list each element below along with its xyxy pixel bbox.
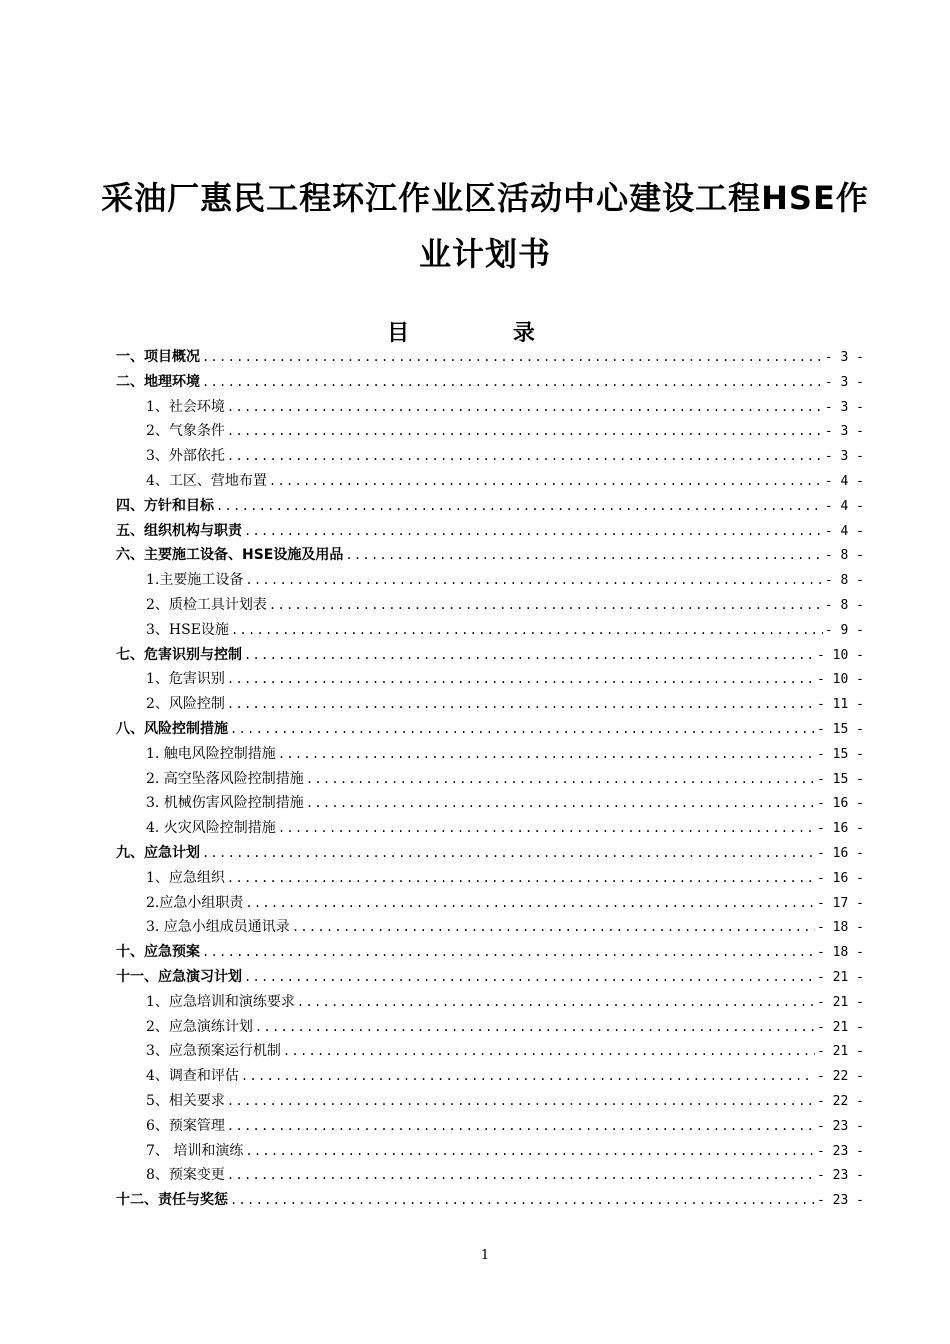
toc-entry-label: 八、风险控制措施 (116, 720, 228, 737)
toc-entry-label: 五、组织机构与职责 (116, 522, 242, 539)
toc-entry[interactable] (116, 1114, 864, 1139)
toc-entry-page: - 16 - (817, 796, 864, 812)
toc-entry-label: 5、相关要求 (146, 1092, 225, 1109)
toc-entry-page: - 3 - (824, 399, 864, 415)
toc-dot-leader (227, 1163, 815, 1188)
toc-entry-page: - 11 - (817, 697, 864, 713)
toc-dot-leader (306, 767, 815, 792)
toc-entry-page: - 15 - (817, 746, 864, 762)
toc-dot-leader (230, 1188, 815, 1213)
toc-entry[interactable] (116, 469, 864, 494)
toc-entry[interactable] (116, 742, 864, 767)
toc-entry-label: 1、危害识别 (146, 671, 225, 688)
toc-entry-label: 1、应急培训和演练要求 (146, 993, 295, 1010)
toc-dot-leader (292, 915, 815, 940)
toc-entry-label: 4、工区、营地布置 (146, 472, 267, 489)
toc-entry-label: 1、应急组织 (146, 869, 225, 886)
toc-entry[interactable] (116, 791, 864, 816)
toc-entry-label: 十、应急预案 (116, 944, 200, 961)
toc-entry-label: 六、主要施工设备、HSE设施及用品 (116, 547, 344, 564)
toc-entry[interactable] (116, 494, 864, 519)
toc-entry-page: - 18 - (817, 945, 864, 961)
toc-entry-page: - 3 - (824, 350, 864, 365)
toc-dot-leader (278, 742, 815, 767)
toc-entry-label: 3、HSE设施 (146, 621, 229, 638)
toc-entry[interactable] (116, 618, 864, 643)
toc-heading: 目 录 (387, 321, 583, 346)
toc-dot-leader (269, 469, 823, 494)
toc-dot-leader (255, 1015, 815, 1040)
toc-dot-leader (202, 940, 815, 965)
toc-dot-leader (216, 494, 823, 519)
toc-entry-page: - 16 - (817, 845, 864, 861)
toc-dot-leader (227, 395, 823, 420)
toc-entry-label: 7、 培训和演练 (146, 1142, 244, 1159)
toc-entry[interactable] (116, 1139, 864, 1164)
toc-entry-page: - 16 - (817, 870, 864, 886)
toc-entry[interactable] (116, 419, 864, 444)
toc-entry-page: - 17 - (817, 895, 864, 911)
toc-entry[interactable] (116, 1039, 864, 1064)
toc-entry-label: 1、社会环境 (146, 398, 225, 415)
toc-entry-label: 8、预案变更 (146, 1167, 225, 1184)
toc-dot-leader (227, 866, 815, 891)
toc-entry-page: - 23 - (817, 1118, 864, 1134)
toc-entry[interactable] (116, 667, 864, 692)
toc-entry-label: 四、方针和目标 (116, 497, 214, 514)
table-of-contents (116, 345, 864, 1213)
toc-entry[interactable] (116, 444, 864, 469)
toc-entry[interactable] (116, 767, 864, 792)
toc-entry[interactable] (116, 1163, 864, 1188)
toc-entry[interactable] (116, 568, 864, 593)
toc-entry-label: 七、危害识别与控制 (116, 646, 242, 663)
toc-entry-label: 6、预案管理 (146, 1117, 225, 1134)
toc-entry-page: - 21 - (817, 969, 864, 985)
toc-entry[interactable] (116, 643, 864, 668)
toc-entry-label: 4、调查和评估 (146, 1068, 239, 1085)
toc-dot-leader (202, 841, 815, 866)
toc-entry-label: 十一、应急演习计划 (116, 968, 242, 985)
toc-dot-leader (202, 370, 823, 395)
toc-entry[interactable] (116, 891, 864, 916)
toc-entry-page: - 22 - (817, 1069, 864, 1085)
toc-entry[interactable] (116, 395, 864, 420)
page-number: 1 (480, 1248, 490, 1263)
toc-entry[interactable] (116, 1015, 864, 1040)
toc-entry-label: 2、气象条件 (146, 423, 225, 440)
toc-entry-label: 一、项目概况 (116, 349, 200, 365)
toc-entry-page: - 4 - (824, 473, 864, 489)
toc-dot-leader (245, 891, 815, 916)
toc-entry-page: - 21 - (817, 1044, 864, 1060)
toc-entry-page: - 8 - (824, 573, 864, 589)
toc-entry-label: 九、应急计划 (116, 844, 200, 861)
toc-entry[interactable] (116, 990, 864, 1015)
toc-entry-label: 3、应急预案运行机制 (146, 1043, 281, 1060)
toc-entry-page: - 16 - (817, 821, 864, 837)
toc-entry[interactable] (116, 543, 864, 568)
toc-dot-leader (345, 543, 822, 568)
toc-entry-page: - 22 - (817, 1093, 864, 1109)
toc-entry-page: - 23 - (817, 1193, 864, 1209)
toc-entry[interactable] (116, 1188, 864, 1213)
toc-entry-label: 二、地理环境 (116, 373, 200, 390)
toc-entry-page: - 10 - (817, 647, 864, 663)
toc-dot-leader (245, 1139, 815, 1164)
toc-dot-leader (241, 1064, 815, 1089)
toc-entry-label: 3. 机械伤害风险控制措施 (146, 795, 304, 812)
toc-dot-leader (245, 568, 823, 593)
toc-entry-page: - 8 - (824, 548, 864, 564)
toc-entry-page: - 9 - (824, 622, 864, 638)
toc-dot-leader (231, 618, 823, 643)
toc-dot-leader (278, 816, 815, 841)
toc-entry-page: - 21 - (817, 1019, 864, 1035)
toc-dot-leader (297, 990, 815, 1015)
toc-dot-leader (283, 1039, 815, 1064)
toc-dot-leader (227, 667, 815, 692)
toc-entry[interactable] (116, 1064, 864, 1089)
toc-entry[interactable] (116, 593, 864, 618)
toc-dot-leader (227, 1114, 815, 1139)
toc-entry[interactable] (116, 915, 864, 940)
toc-entry-page: - 10 - (817, 672, 864, 688)
toc-entry[interactable] (116, 866, 864, 891)
toc-dot-leader (244, 965, 815, 990)
toc-entry-page: - 21 - (817, 994, 864, 1010)
toc-entry[interactable] (116, 816, 864, 841)
toc-entry[interactable] (116, 370, 864, 395)
toc-entry[interactable] (116, 841, 864, 866)
toc-entry-label: 十二、责任与奖惩 (116, 1192, 228, 1209)
toc-dot-leader (227, 1089, 815, 1114)
toc-entry-label: 1. 触电风险控制措施 (146, 745, 276, 762)
toc-dot-leader (202, 345, 823, 370)
toc-dot-leader (227, 419, 823, 444)
toc-entry-label: 1.主要施工设备 (146, 572, 244, 589)
toc-dot-leader (230, 717, 815, 742)
toc-entry-page: - 15 - (817, 721, 864, 737)
toc-entry-page: - 8 - (824, 597, 864, 613)
toc-entry[interactable] (116, 940, 864, 965)
toc-entry-page: - 23 - (817, 1168, 864, 1184)
toc-dot-leader (269, 593, 823, 618)
toc-entry[interactable] (116, 345, 864, 370)
toc-entry-label: 3、外部依托 (146, 448, 225, 465)
toc-entry-page: - 4 - (824, 523, 864, 539)
toc-entry[interactable] (116, 519, 864, 544)
toc-entry-page: - 3 - (824, 449, 864, 465)
toc-dot-leader (227, 444, 823, 469)
toc-entry-page: - 18 - (817, 920, 864, 936)
toc-entry-page: - 15 - (817, 771, 864, 787)
toc-entry[interactable] (116, 717, 864, 742)
toc-dot-leader (244, 519, 823, 544)
toc-entry-label: 2、质检工具计划表 (146, 596, 267, 613)
toc-entry-page: - 23 - (817, 1143, 864, 1159)
toc-entry-page: - 3 - (824, 424, 864, 440)
toc-entry[interactable] (116, 1089, 864, 1114)
toc-dot-leader (244, 643, 815, 668)
toc-entry-page: - 3 - (824, 374, 864, 390)
toc-dot-leader (306, 791, 815, 816)
toc-entry[interactable] (116, 965, 864, 990)
toc-dot-leader (227, 692, 815, 717)
toc-entry-page: - 4 - (824, 498, 864, 514)
toc-entry[interactable] (116, 692, 864, 717)
toc-entry-label: 2. 高空坠落风险控制措施 (146, 770, 304, 787)
document-title: 采油厂惠民工程环江作业区活动中心建设工程HSE作业计划书 (101, 179, 869, 273)
toc-entry-label: 3. 应急小组成员通讯录 (146, 919, 290, 936)
toc-entry-label: 2.应急小组职责 (146, 894, 244, 911)
toc-entry-label: 2、风险控制 (146, 696, 225, 713)
toc-entry-label: 2、应急演练计划 (146, 1018, 253, 1035)
toc-entry-label: 4. 火灾风险控制措施 (146, 820, 276, 837)
